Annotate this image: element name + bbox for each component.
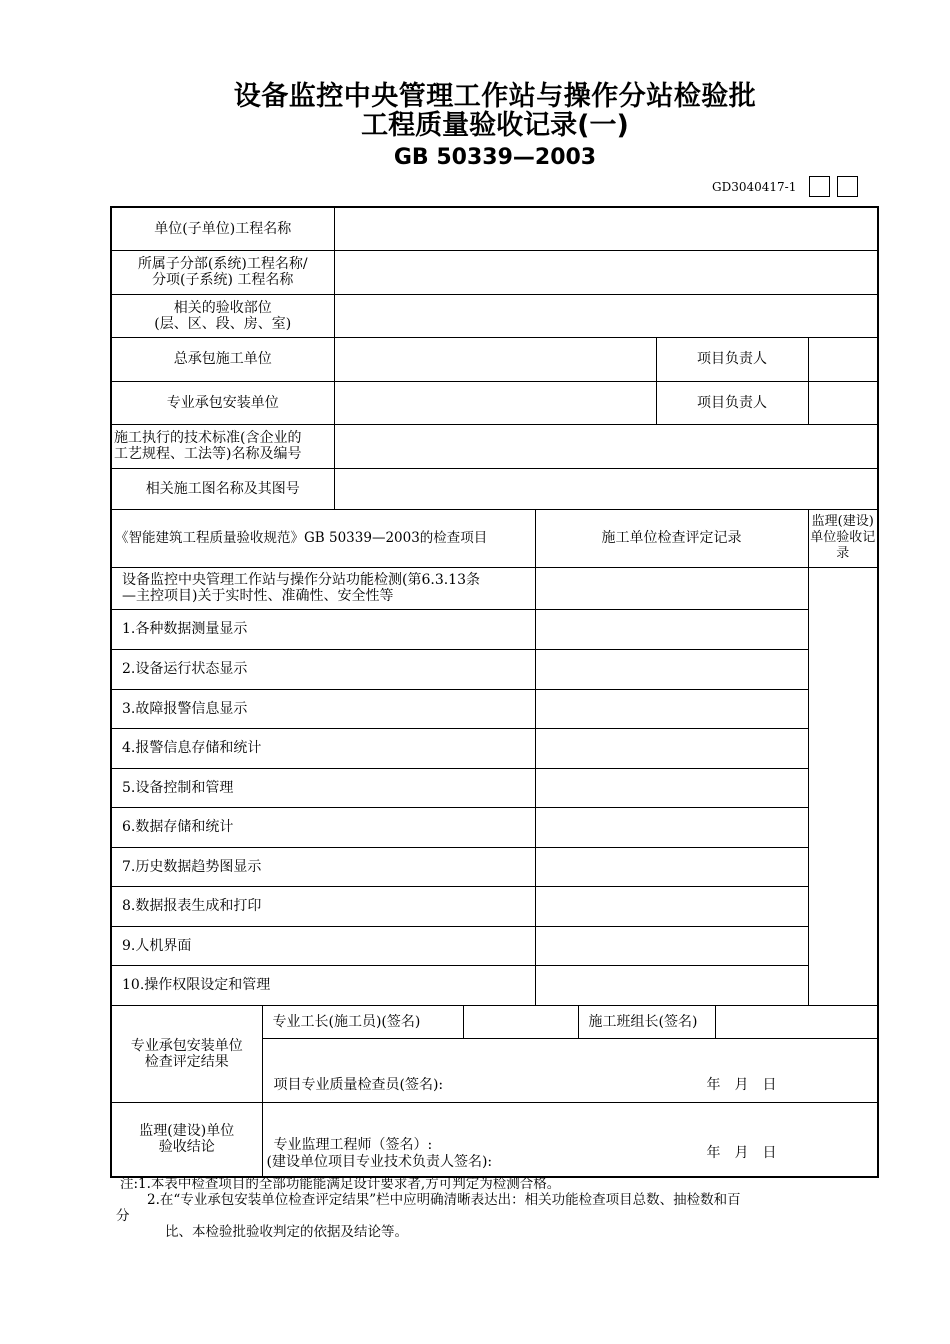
unit-project-name-label: 单位(子单位)工程名称: [111, 207, 334, 250]
project-manager-2-field[interactable]: [808, 381, 878, 424]
form-number-box-2[interactable]: [837, 176, 858, 197]
main-control-item-record[interactable]: [535, 567, 808, 609]
main-control-item-line1: 设备监控中央管理工作站与操作分站功能检测(第6.3.13条: [122, 572, 480, 588]
contractor-result-line2: 检查评定结果: [144, 1053, 229, 1070]
tech-standard-line1: 施工执行的技术标准(含企业的: [114, 430, 302, 446]
tech-standard-label: [111, 424, 334, 468]
drawings-label: 相关施工图名称及其图号: [111, 468, 334, 509]
tech-standard-line2: 工艺规程、工法等)名称及编号: [114, 446, 302, 462]
specialty-contractor-field[interactable]: [334, 381, 656, 424]
supervisor-engineer-label: 专业监理工程师（签名）:: [273, 1136, 433, 1153]
project-manager-1-field[interactable]: [808, 337, 878, 381]
check-item-3-record[interactable]: [535, 689, 808, 728]
check-item-5-record[interactable]: [535, 768, 808, 807]
inspection-location-line2: (层、区、段、房、室): [154, 315, 292, 332]
contractor-result-label: [111, 1005, 262, 1102]
quality-inspector-signature-area[interactable]: [262, 1038, 878, 1102]
check-item-8: 8.数据报表生成和打印: [111, 886, 535, 926]
supervisor-header-line2: 单位验收记录: [810, 530, 876, 561]
check-item-10-record[interactable]: [535, 965, 808, 1005]
specialty-contractor-label: 专业承包安装单位: [111, 381, 334, 424]
check-item-6-record[interactable]: [535, 807, 808, 847]
supervisor-conclusion-line1: 监理(建设)单位: [139, 1123, 235, 1140]
supervisor-record-header: [808, 509, 878, 567]
form-title-line2: 工程质量验收记录(一): [361, 110, 629, 141]
check-item-2: 2.设备运行状态显示: [111, 649, 535, 689]
supervisor-date: 年 月 日: [706, 1144, 777, 1161]
form-number: GD3040417-1: [712, 180, 797, 194]
tech-standard-field[interactable]: [334, 424, 878, 468]
check-item-7-record[interactable]: [535, 847, 808, 886]
sub-project-name-line1: 所属子分部(系统)工程名称/: [137, 256, 308, 272]
check-item-8-record[interactable]: [535, 886, 808, 926]
note-2: 2.在“专业承包安装单位检查评定结果”栏中应明确清晰表达出：相关功能检查项目总数、抽检数和百: [147, 1192, 741, 1208]
check-item-1-record[interactable]: [535, 609, 808, 649]
inspection-location-label: [111, 294, 334, 337]
inspection-location-field[interactable]: [334, 294, 878, 337]
note-2-wrap: 分: [116, 1208, 130, 1224]
quality-inspector-date: 年 月 日: [706, 1076, 777, 1093]
quality-inspector-label: 项目专业质量检查员(签名):: [273, 1076, 444, 1093]
supervisor-conclusion-line2: 验收结论: [158, 1139, 215, 1156]
contractor-record-header: 施工单位检查评定记录: [535, 509, 808, 567]
check-item-6: 6.数据存储和统计: [111, 807, 535, 847]
sub-project-name-line2: 分项(子系统) 工程名称: [152, 272, 294, 288]
standard-code: GB 50339—2003: [393, 145, 597, 170]
form-title-line1: 设备监控中央管理工作站与操作分站检验批: [233, 81, 757, 112]
check-item-4-record[interactable]: [535, 728, 808, 768]
foreman-signature-field[interactable]: [463, 1005, 578, 1038]
supervisor-record-field[interactable]: [808, 567, 878, 1005]
check-item-1: 1.各种数据测量显示: [111, 609, 535, 649]
check-item-9-record[interactable]: [535, 926, 808, 965]
main-control-item-line2: —主控项目)关于实时性、准确性、安全性等: [122, 588, 394, 604]
team-leader-signature-label: 施工班组长(签名): [578, 1005, 715, 1038]
check-item-3: 3.故障报警信息显示: [111, 689, 535, 728]
main-control-item: [111, 567, 535, 609]
owner-tech-lead-label: (建设单位项目专业技术负责人签名):: [266, 1153, 493, 1170]
sub-project-name-label: [111, 250, 334, 294]
form-number-box-1[interactable]: [809, 176, 830, 197]
team-leader-signature-field[interactable]: [715, 1005, 878, 1038]
check-item-4: 4.报警信息存储和统计: [111, 728, 535, 768]
foreman-signature-label: 专业工长(施工员)(签名): [262, 1005, 463, 1038]
general-contractor-field[interactable]: [334, 337, 656, 381]
check-item-10: 10.操作权限设定和管理: [111, 965, 535, 1005]
general-contractor-label: 总承包施工单位: [111, 337, 334, 381]
supervisor-conclusion-label: [111, 1102, 262, 1177]
inspection-location-line1: 相关的验收部位: [173, 299, 272, 316]
inspection-record-table: [110, 206, 879, 1178]
check-item-2-record[interactable]: [535, 649, 808, 689]
note-1: 注:1.本表中检查项目的全部功能能满足设计要求者,方可判定为检测合格。: [120, 1176, 561, 1192]
sub-project-name-field[interactable]: [334, 250, 878, 294]
unit-project-name-field[interactable]: [334, 207, 878, 250]
note-3: 比、本检验批验收判定的依据及结论等。: [165, 1224, 408, 1240]
check-item-5: 5.设备控制和管理: [111, 768, 535, 807]
project-manager-1-label: 项目负责人: [656, 337, 808, 381]
contractor-result-line1: 专业承包安装单位: [130, 1037, 243, 1054]
check-item-7: 7.历史数据趋势图显示: [111, 847, 535, 886]
check-item-9: 9.人机界面: [111, 926, 535, 965]
project-manager-2-label: 项目负责人: [656, 381, 808, 424]
drawings-field[interactable]: [334, 468, 878, 509]
supervisor-signature-area[interactable]: [262, 1102, 878, 1177]
supervisor-header-line1: 监理(建设): [811, 514, 874, 529]
check-items-header: 《智能建筑工程质量验收规范》GB 50339—2003的检查项目: [111, 509, 535, 567]
